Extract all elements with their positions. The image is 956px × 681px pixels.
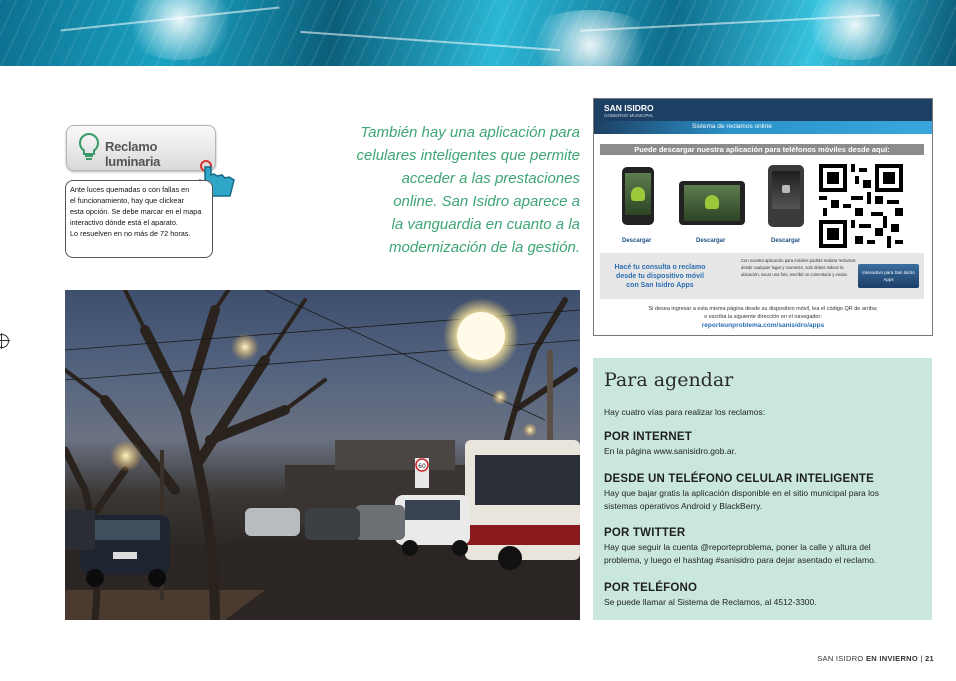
app-headline <box>330 121 580 259</box>
headline-line: online. San Isidro aparece a <box>393 193 580 210</box>
luminaria-line: el funcionamiento, hay que clickear <box>70 196 184 205</box>
download-banner: Puede descargar nuestra aplicación para teléfonos móviles desde aquí: <box>600 144 924 155</box>
android-icon <box>631 187 645 201</box>
section-heading-internet: POR INTERNET <box>604 431 693 443</box>
section-line: sistemas operativos Android y BlackBerry. <box>604 501 763 511</box>
section-heading-celular: DESDE UN TELÉFONO CELULAR INTELIGENTE <box>604 473 874 485</box>
qr-note-line: Si desea ingresar a esta misma página desde su dispositivo móvil, lea el código QR de arriba; <box>648 306 878 312</box>
headline-line: modernización de la gestión. <box>389 239 580 256</box>
luminaria-line: Ante luces quemadas o con fallas en <box>70 185 190 194</box>
para-agendar-box <box>593 358 932 620</box>
section-heading-twitter: POR TWITTER <box>604 527 686 539</box>
blackberry-phone-image <box>768 165 804 227</box>
app-brand: SAN ISIDRO <box>604 103 654 113</box>
street-lamp-photo <box>65 290 580 620</box>
section-heading-telefono: POR TELÉFONO <box>604 582 698 594</box>
speed-sign-text: 60 <box>418 463 426 470</box>
interactive-apps-button[interactable]: Interactivo para San Isidro Apps <box>858 264 919 288</box>
reclamo-luminaria-label: Reclamo luminaria <box>105 139 161 169</box>
header-banner <box>0 0 956 66</box>
section-text-celular <box>604 487 926 513</box>
section-text-internet <box>604 445 926 458</box>
headline-line: También hay una aplicación para <box>360 124 580 141</box>
footer-edition: EN INVIERNO <box>865 654 919 663</box>
download-link[interactable]: Descargar <box>696 238 726 244</box>
section-line: Hay que bajar gratis la aplicación disponible en el sitio municipal para los <box>604 488 879 498</box>
android-phone-image <box>622 167 654 225</box>
section-line: Se puede llamar al Sistema de Reclamos, al 4512-3300. <box>604 597 817 607</box>
help-title-line: Hacé tu consulta o reclamo <box>614 264 706 271</box>
luminaria-line: Lo resuelven en no más de 72 horas. <box>70 229 191 238</box>
help-title-line: desde tu dispositivo móvil <box>616 273 704 280</box>
footer-separator: | <box>920 654 923 663</box>
app-brand-sub: GOBIERNO MUNICIPAL <box>604 113 654 118</box>
help-text: Con nuestra aplicación para móviles podrás realizar reclamos desde cualquier lugar y momento, solo debes indicar la ubicación, sacar una foto, escribir un comentario y enviar. <box>741 258 856 277</box>
download-link[interactable]: Descargar <box>622 238 652 244</box>
section-line: problema, y luego el hashtag #sanisidro para dejar asentado el reclamo. <box>604 555 877 565</box>
section-text-twitter <box>604 541 926 567</box>
android-tablet-image <box>679 181 745 225</box>
street-scene-illustration <box>65 290 580 620</box>
headline-line: la vanguardia en cuanto a la <box>391 216 580 233</box>
qr-note <box>600 305 926 321</box>
agenda-intro: Hay cuatro vías para realizar los reclamos: <box>604 407 766 417</box>
luminaria-line: esta opción. Se debe marcar en el mapa <box>70 207 202 216</box>
android-icon <box>705 195 719 209</box>
page-footer <box>817 654 934 663</box>
reclamo-luminaria-button[interactable] <box>66 125 216 171</box>
footer-brand: SAN ISIDRO <box>817 654 864 663</box>
system-title-bar <box>594 121 932 134</box>
blackberry-icon <box>782 185 790 193</box>
system-title: Sistema de reclamos online <box>692 123 772 130</box>
section-line: En la página www.sanisidro.gob.ar. <box>604 446 737 456</box>
section-text-telefono <box>604 596 926 609</box>
qr-code-image <box>819 164 903 248</box>
headline-line: celulares inteligentes que permite <box>356 147 580 164</box>
lightbulb-icon <box>77 132 101 162</box>
agenda-title: Para agendar <box>604 369 734 391</box>
download-link[interactable]: Descargar <box>771 238 801 244</box>
luminaria-line: interactivo dónde está el aparato. <box>70 218 178 227</box>
app-screenshot-panel <box>593 98 933 336</box>
qr-note-line: o escriba la siguiente dirección en el navegador: <box>704 314 822 320</box>
help-title-line: con San Isidro Apps <box>626 282 694 289</box>
help-title <box>610 263 710 290</box>
section-line: Hay que seguir la cuenta @reporteproblema, poner la calle y altura del <box>604 542 871 552</box>
apps-url-link[interactable]: reporteunproblema.com/sanisidro/apps <box>701 322 825 329</box>
page-number: 21 <box>925 654 934 663</box>
luminaria-description <box>65 180 213 258</box>
headline-line: acceder a las prestaciones <box>401 170 580 187</box>
registration-mark <box>0 334 9 348</box>
